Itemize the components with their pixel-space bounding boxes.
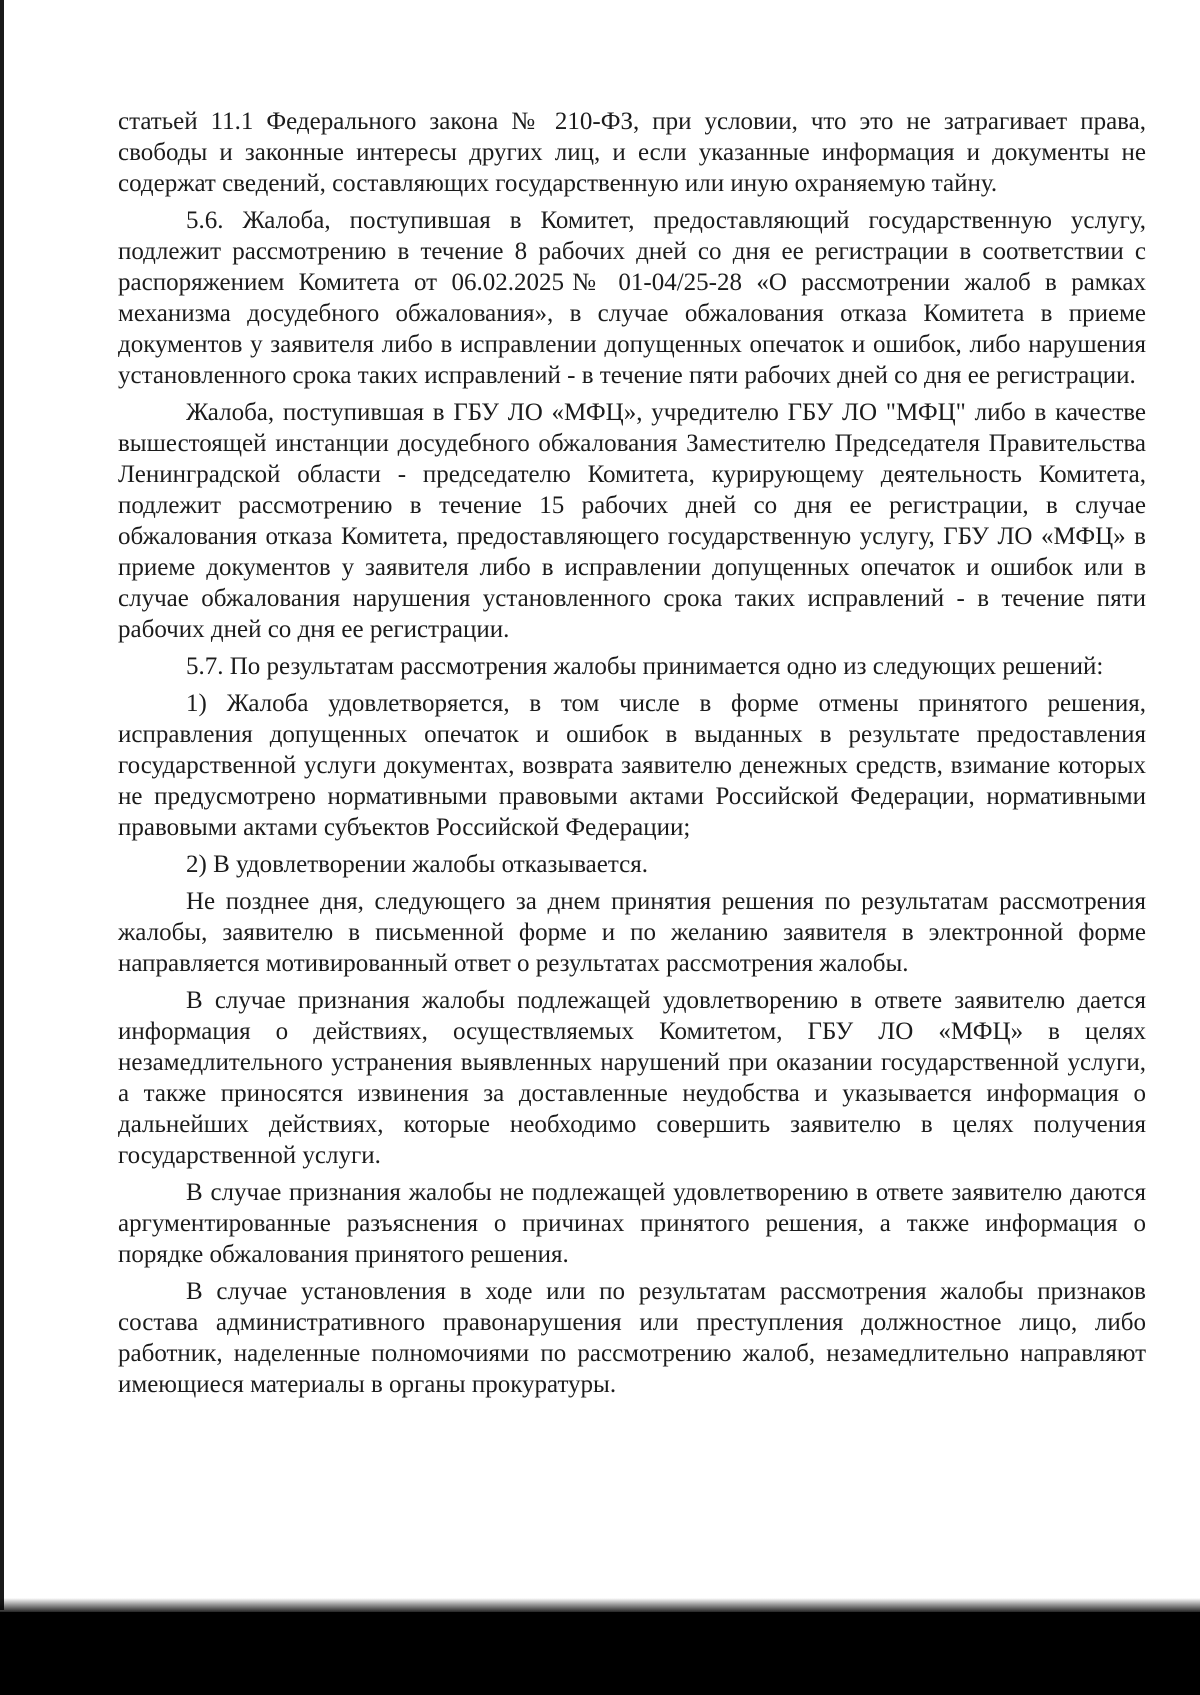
- list-item-2: 2) В удовлетворении жалобы отказывается.: [186, 851, 648, 878]
- paragraph-5-7: 5.7. По результатам рассмотрения жалобы принимается одно из следующих решений:: [186, 653, 1104, 680]
- paragraph-response-deadline: Не позднее дня, следующего за днем принятия решения по результатам рассмотрения жалобы, заявителю в письменной форме и по желанию заявителя в электронной форме направляется мотивированный ответ о результатах рассмотрения жалобы.: [118, 888, 1146, 977]
- paragraph-complaint-rejected: В случае признания жалобы не подлежащей удовлетворению в ответе заявителю даются аргументированные разъяснения о причинах принятого решения, а также информация о порядке обжалования принятого решения.: [118, 1179, 1146, 1268]
- list-item-1: 1) Жалоба удовлетворяется, в том числе в форме отмены принятого решения, исправления допущенных опечаток и ошибок в выданных в результате предоставления государственной услуги документах, возврата заявителю денежных средств, взимание которых не предусмотрено нормативными правовыми актами Российской Федерации, нормативными правовыми актами субъектов Российской Федерации;: [118, 690, 1146, 841]
- scan-bottom-black-band: [0, 1612, 1200, 1695]
- paragraph-complaint-satisfied: В случае признания жалобы подлежащей удовлетворению в ответе заявителю дается информация о действиях, осуществляемых Комитетом, ГБУ ЛО «МФЦ» в целях незамедлительного устранения выявленных нарушений при оказании государственной услуги, а также приносятся извинения за доставленные неудобства и указывается информация о дальнейших действиях, которые необходимо совершить заявителю в целях получения государственной услуги.: [118, 987, 1146, 1169]
- paragraph-prosecution: В случае установления в ходе или по результатам рассмотрения жалобы признаков состава административного правонарушения или преступления должностное лицо, либо работник, наделенные полномочиями по рассмотрению жалоб, незамедлительно направляют имеющиеся материалы в органы прокуратуры.: [118, 1278, 1146, 1398]
- paragraph-mfc-complaint: Жалоба, поступившая в ГБУ ЛО «МФЦ», учредителю ГБУ ЛО "МФЦ" либо в качестве вышестоящей инстанции досудебного обжалования Заместителю Председателя Правительства Ленинградской области - председателю Комитета, курирующему деятельность Комитета, подлежит рассмотрению в течение 15 рабочих дней со дня ее регистрации, в случае обжалования отказа Комитета, предоставляющего государственную услугу, ГБУ ЛО «МФЦ» в приеме документов у заявителя либо в исправлении допущенных опечаток и ошибок или в случае обжалования нарушения установленного срока таких исправлений - в течение пяти рабочих дней со дня ее регистрации.: [118, 399, 1146, 643]
- scan-bottom-fade: [0, 1598, 1200, 1612]
- document-body: [118, 106, 1146, 1400]
- scan-left-edge-shadow: [0, 0, 4, 1610]
- paragraph-5-6: 5.6. Жалоба, поступившая в Комитет, предоставляющий государственную услугу, подлежит рассмотрению в течение 8 рабочих дней со дня ее регистрации в соответствии с распоряжением Комитета от 06.02.2025№ 01-04/25-28 «О рассмотрении жалоб в рамках механизма досудебного обжалования», в случае обжалования отказа Комитета в приеме документов у заявителя либо в исправлении допущенных опечаток и ошибок, либо нарушения установленного срока таких исправлений - в течение пяти рабочих дней со дня ее регистрации.: [118, 207, 1146, 389]
- paragraph-continuation: статьей 11.1 Федерального закона № 210-ФЗ, при условии, что это не затрагивает права, свободы и законные интересы других лиц, и если указанные информация и документы не содержат сведений, составляющих государственную или иную охраняемую тайну.: [118, 108, 1146, 197]
